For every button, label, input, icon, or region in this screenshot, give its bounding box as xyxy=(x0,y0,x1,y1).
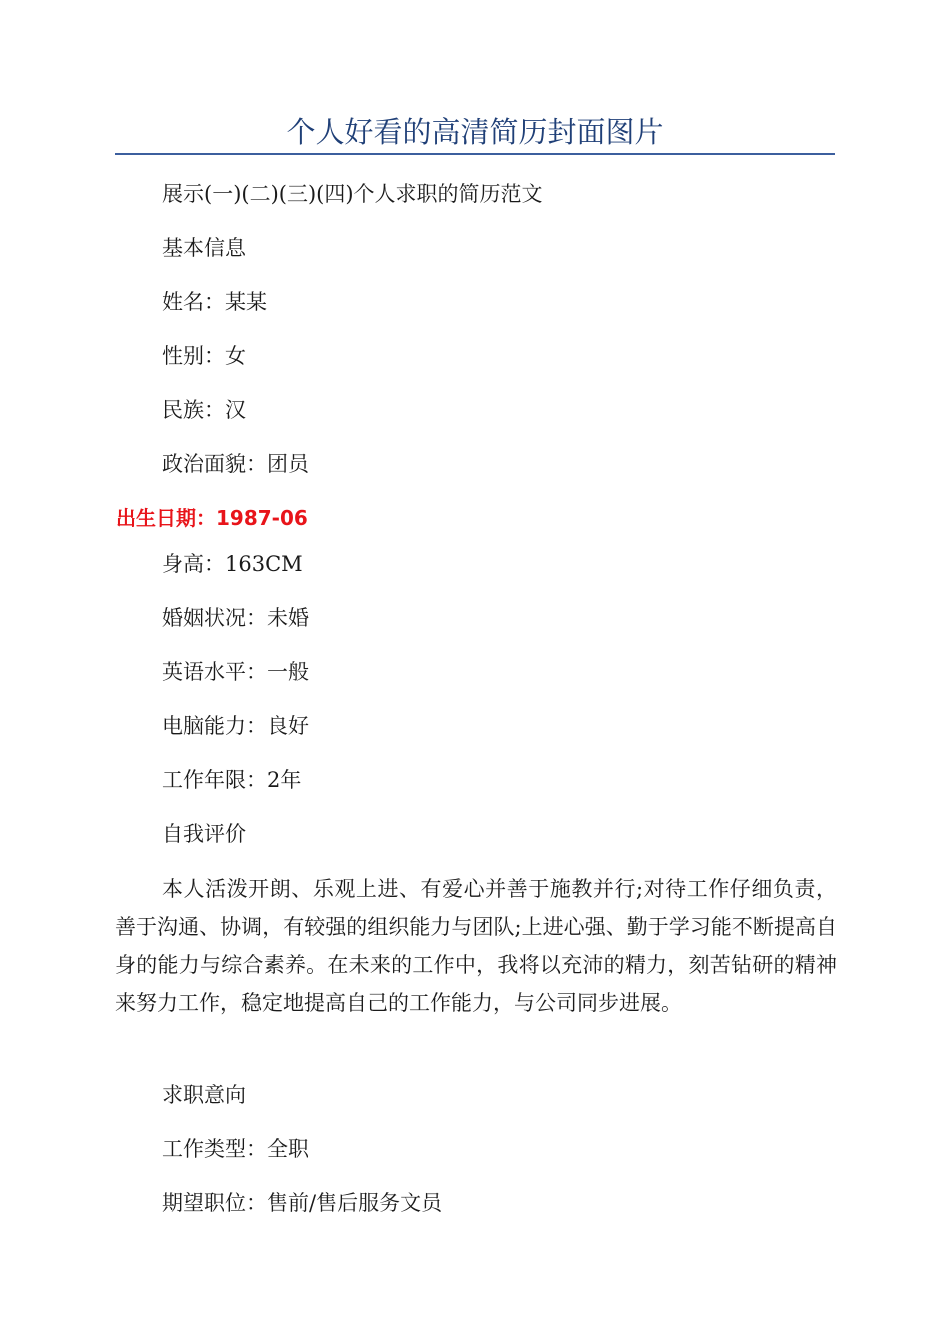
height-field: 身高：163CM xyxy=(162,552,303,576)
job-intent-heading: 求职意向 xyxy=(162,1083,246,1107)
birth-date-field: 出生日期：1987-06 xyxy=(116,506,308,530)
name-field: 姓名：某某 xyxy=(162,290,267,314)
self-eval-paragraph: 本人活泼开朗、乐观上进、有爱心并善于施教并行;对待工作仔细负责，善于沟通、协调，有较强的组织能力与团队;上进心强、勤于学习能不断提高自身的能力与综合素养。在未来的工作中，我将以充沛的精力，刻苦钻研的精神来努力工作，稳定地提高自己的工作能力，与公司同步进展。 xyxy=(115,877,837,1015)
basic-info-heading: 基本信息 xyxy=(162,236,246,260)
document-title: 个人好看的高清简历封面图片 xyxy=(286,115,664,149)
gender-field: 性别：女 xyxy=(162,344,246,368)
intro-line: 展示(一)(二)(三)(四)个人求职的简历范文 xyxy=(162,182,543,206)
ethnicity-field: 民族：汉 xyxy=(162,398,246,422)
work-years-field: 工作年限：2年 xyxy=(162,768,302,792)
job-type-field: 工作类型：全职 xyxy=(162,1137,309,1161)
desired-position-field: 期望职位：售前/售后服务文员 xyxy=(162,1191,443,1215)
self-eval-heading: 自我评价 xyxy=(162,822,246,846)
computer-skill-field: 电脑能力：良好 xyxy=(162,714,309,738)
political-status-field: 政治面貌：团员 xyxy=(162,452,309,476)
marital-status-field: 婚姻状况：未婚 xyxy=(162,606,309,630)
title-underline xyxy=(115,153,835,155)
english-level-field: 英语水平：一般 xyxy=(162,660,309,684)
